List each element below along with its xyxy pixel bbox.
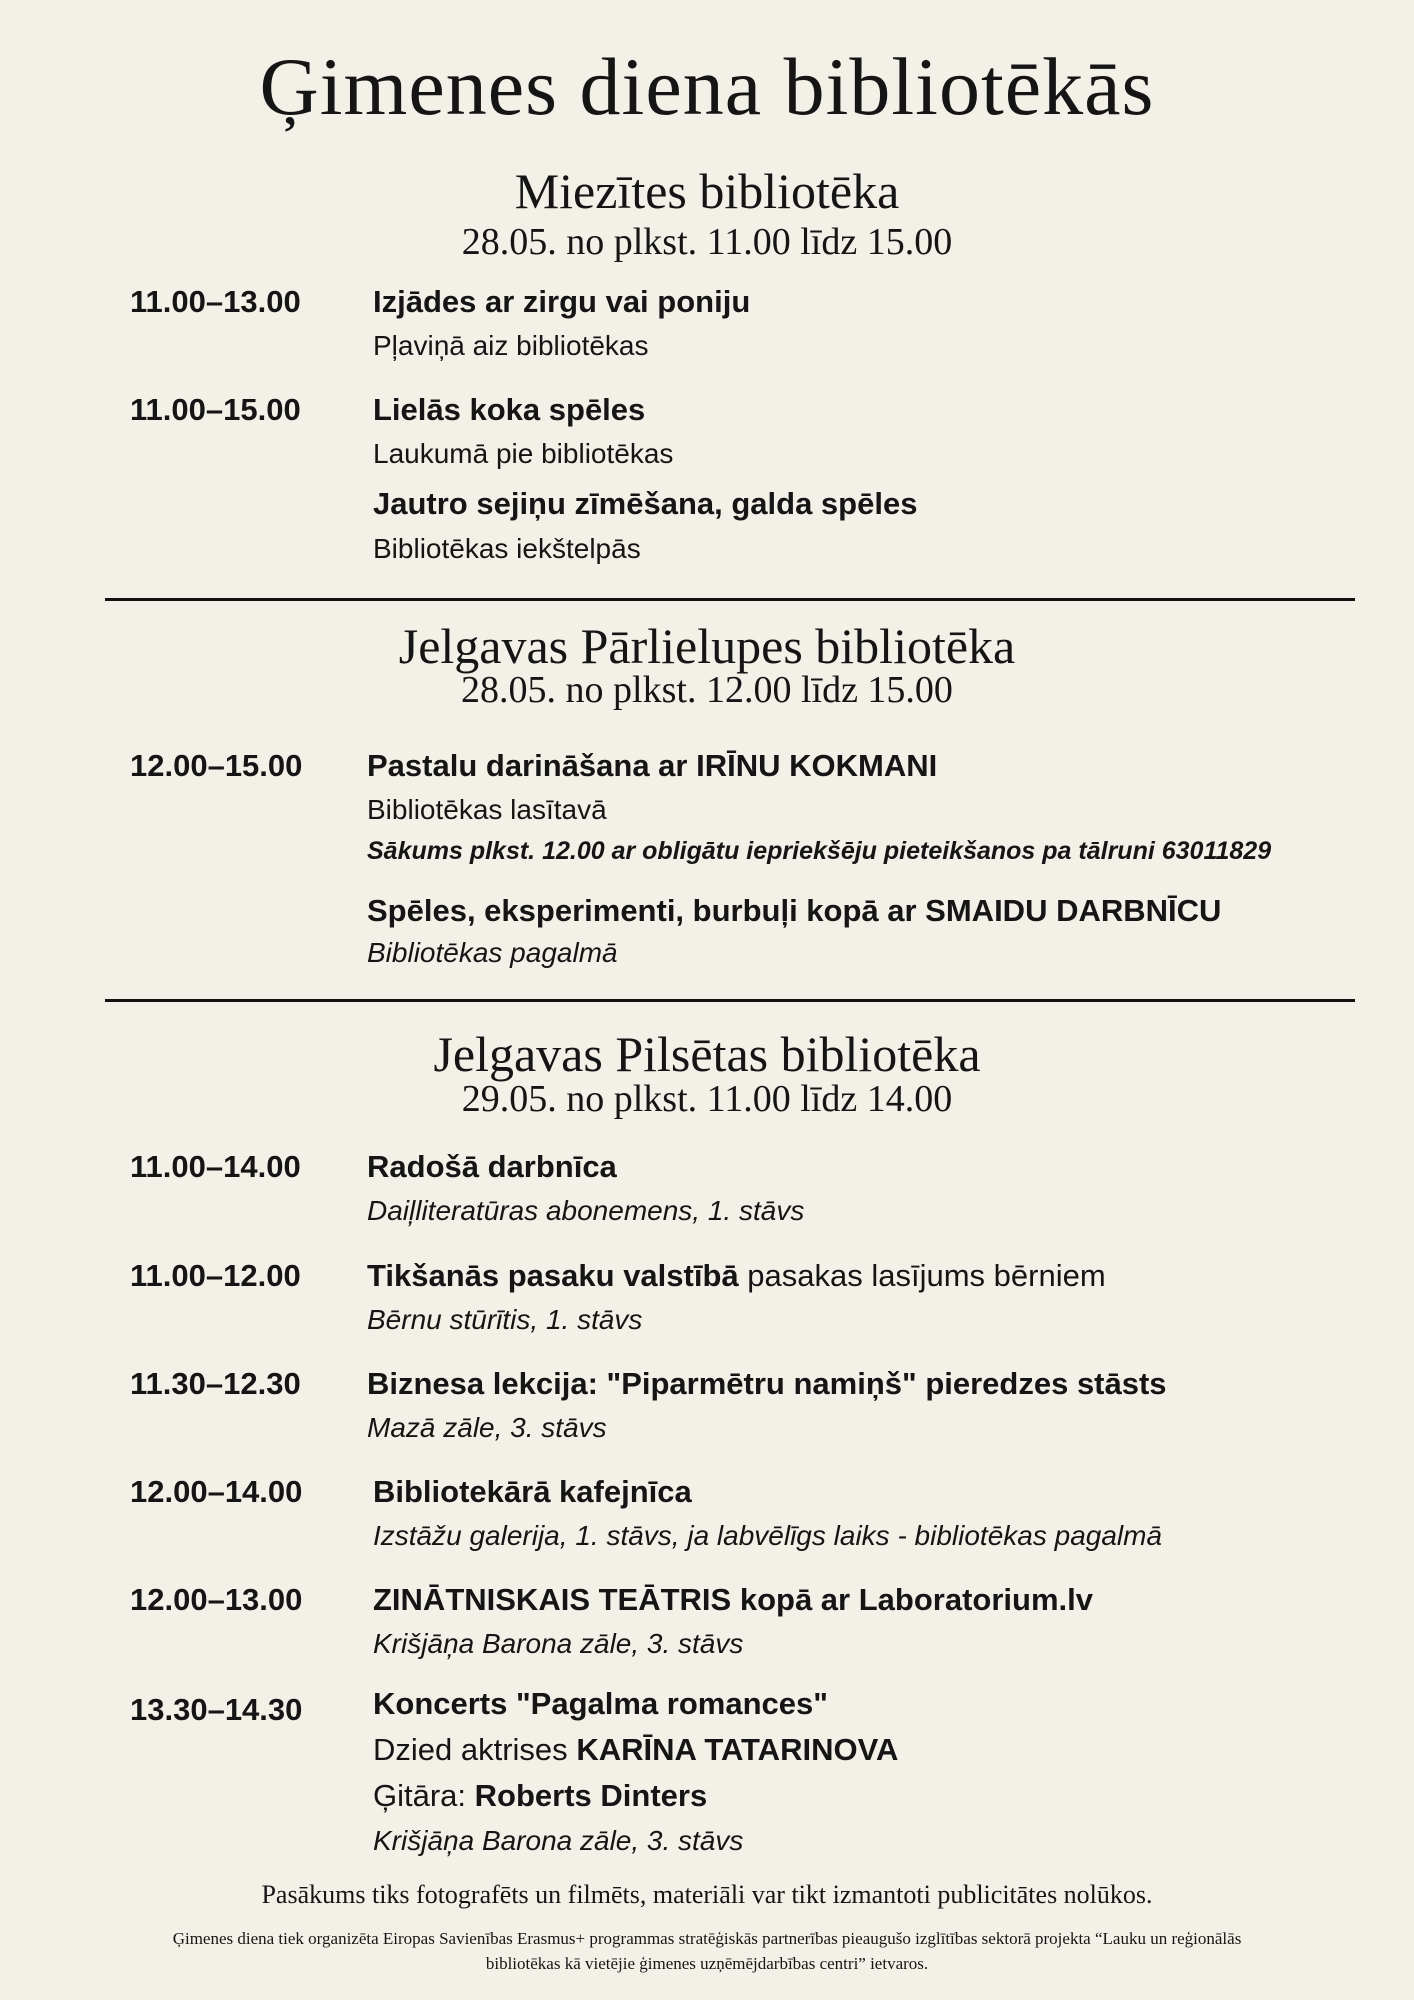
event-time: 12.00–13.00 <box>130 1582 303 1617</box>
event-title-main: Tikšanās pasaku valstībā <box>367 1258 739 1293</box>
event-location: Bibliotēkas lasītavā <box>367 794 607 825</box>
event-time: 11.00–13.00 <box>130 284 301 319</box>
event-title: Pastalu darināšana ar IRĪNU KOKMANI <box>367 748 938 783</box>
page-title: Ģimenes diena bibliotēkās <box>259 41 1155 132</box>
event-time: 11.00–12.00 <box>130 1258 301 1293</box>
event-location: Bibliotēkas iekštelpās <box>373 533 641 564</box>
event-location: Izstāžu galerija, 1. stāvs, ja labvēlīgs laiks - bibliotēkas pagalmā <box>373 1520 1163 1551</box>
event-time: 12.00–14.00 <box>130 1474 303 1509</box>
library-date-miezite: 28.05. no plkst. 11.00 līdz 15.00 <box>461 221 953 263</box>
event-location: Bērnu stūrītis, 1. stāvs <box>367 1304 643 1335</box>
event-title <box>367 1258 1106 1294</box>
event-guitar <box>373 1778 707 1814</box>
footer-project-info <box>0 1926 1414 1976</box>
performers-name: KARĪNA TATARINOVA <box>576 1732 899 1767</box>
section-divider <box>105 999 1355 1002</box>
event-time: 12.00–15.00 <box>130 748 303 783</box>
event-title: Biznesa lekcija: "Piparmētru namiņš" pieredzes stāsts <box>367 1366 1167 1401</box>
guitar-prefix: Ģitāra: <box>373 1778 467 1813</box>
event-title: Spēles, eksperimenti, burbuļi kopā ar SMAIDU DARBNĪCU <box>367 893 1222 928</box>
event-title: Koncerts "Pagalma romances" <box>373 1686 828 1721</box>
library-date-pilseta: 29.05. no plkst. 11.00 līdz 14.00 <box>461 1078 953 1120</box>
event-location: Mazā zāle, 3. stāvs <box>367 1412 607 1443</box>
event-title: Bibliotekārā kafejnīca <box>373 1474 692 1509</box>
event-time: 11.00–15.00 <box>130 392 301 427</box>
event-time: 13.30–14.30 <box>130 1692 303 1727</box>
event-time: 11.00–14.00 <box>130 1149 301 1184</box>
library-name-pilseta: Jelgavas Pilsētas bibliotēka <box>433 1026 981 1082</box>
library-date-parlielupe: 28.05. no plkst. 12.00 līdz 15.00 <box>461 669 953 711</box>
event-title: Izjādes ar zirgu vai poniju <box>373 284 751 319</box>
event-location: Krišjāņa Barona zāle, 3. stāvs <box>373 1628 744 1659</box>
event-location: Daiļliteratūras abonemens, 1. stāvs <box>367 1195 805 1226</box>
event-title: ZINĀTNISKAIS TEĀTRIS kopā ar Laboratorium.lv <box>373 1582 1093 1617</box>
event-location: Laukumā pie bibliotēkas <box>373 438 674 469</box>
event-title: Radošā darbnīca <box>367 1149 617 1184</box>
event-location: Krišjāņa Barona zāle, 3. stāvs <box>373 1825 744 1856</box>
section-divider <box>105 598 1355 601</box>
footer-line-1: Ģimenes diena tiek organizēta Eiropas Savienības Erasmus+ programmas stratēģiskās partnerības pieaugušo izglītības sektorā projekta “Lauku un reģionālās <box>172 1929 1242 1948</box>
registration-note: Sākums plkst. 12.00 ar obligātu iepriekšēju pieteikšanos pa tālruni 63011829 <box>367 837 1272 865</box>
event-location: Bibliotēkas pagalmā <box>367 937 618 968</box>
footer-line-2: bibliotēkas kā vietējie ģimenes uzņēmējdarbības centri” ietvaros. <box>485 1954 929 1973</box>
event-title: Jautro sejiņu zīmēšana, galda spēles <box>373 486 918 521</box>
library-name-parlielupe: Jelgavas Pārlielupes bibliotēka <box>398 618 1016 674</box>
event-subtitle: pasakas lasījums bērniem <box>747 1258 1106 1293</box>
library-name-miezite: Miezītes bibliotēka <box>514 163 900 219</box>
event-title: Lielās koka spēles <box>373 392 646 427</box>
event-performers <box>373 1732 898 1768</box>
event-time: 11.30–12.30 <box>130 1366 301 1401</box>
event-location: Pļaviņā aiz bibliotēkas <box>373 330 649 361</box>
performers-prefix: Dzied aktrises <box>373 1732 568 1767</box>
guitar-name: Roberts Dinters <box>474 1778 708 1813</box>
footer-notice: Pasākums tiks fotografēts un filmēts, materiāli var tikt izmantoti publicitātes nolūkos. <box>261 1880 1153 1909</box>
